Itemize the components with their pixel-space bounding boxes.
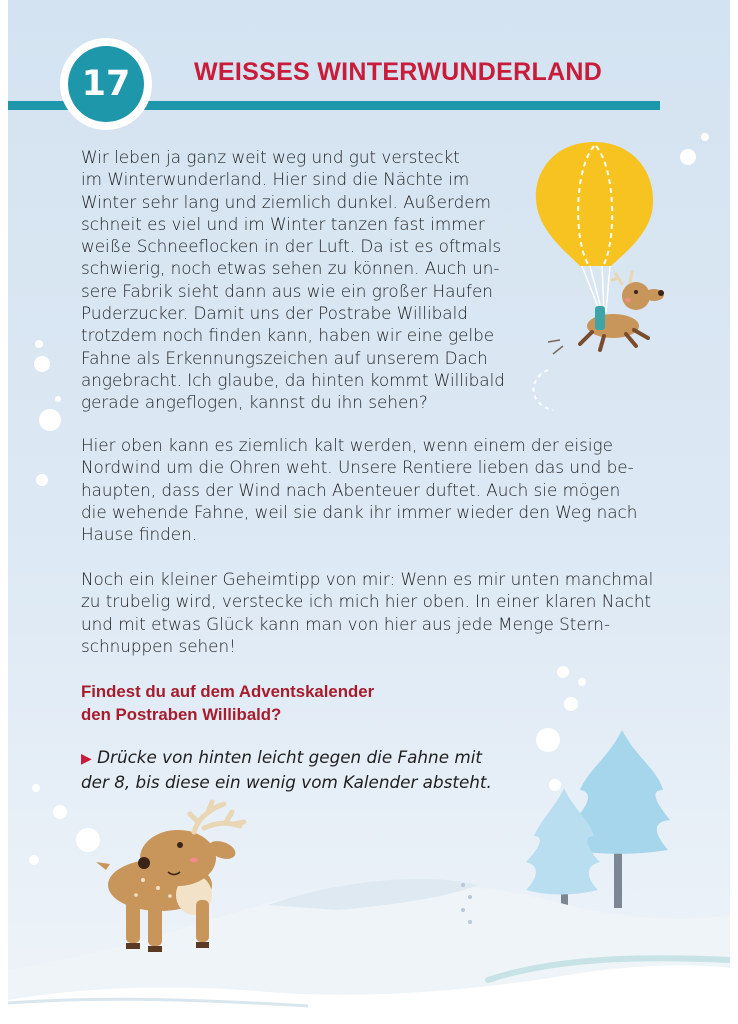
text-line: schneit es viel und im Winter tanzen fast immer: [81, 213, 485, 234]
text-line: schwierig, noch etwas sehen zu können. Auch un-: [81, 258, 500, 279]
winter-landscape-illustration: [8, 0, 730, 1024]
question-line: Findest du auf dem Adventskalender: [81, 682, 375, 701]
text-line: zu trubelig wird, verstecke ich mich hier oben. In einer klaren Nacht: [81, 591, 652, 612]
text-line: und mit etwas Glück kann man von hier aus jede Menge Stern-: [81, 613, 611, 634]
text-line: Hause finden.: [81, 524, 198, 545]
text-line: angebracht. Ich glaube, da hinten kommt Willibald: [81, 369, 505, 390]
text-line: Noch ein kleiner Geheimtipp von mir: Wenn es mir unten manchmal: [81, 569, 654, 589]
text-line: Wir leben ja ganz weit weg und gut versteckt: [81, 147, 460, 167]
text-line: gerade angeflogen, kannst du ihn sehen?: [81, 392, 428, 413]
instruction-text: Drücke von hinten leicht gegen die Fahne mit: [97, 747, 482, 767]
instruction-line: der 8, bis diese ein wenig vom Kalender absteht.: [81, 771, 492, 792]
text-line: Fahne als Erkennungszeichen auf unserem Dach: [81, 347, 488, 368]
text-line: sere Fabrik sieht dann aus wie ein großer Haufen: [81, 280, 493, 301]
text-line: Nordwind um die Ohren weht. Unsere Rentiere lieben das und be-: [81, 457, 634, 478]
text-line: weiße Schneeflocken in der Luft. Da ist es oftmals: [81, 236, 502, 257]
page: [8, 0, 730, 1024]
text-line: im Winterwunderland. Hier sind die Nächte im: [81, 169, 470, 190]
text-line: haupten, dass der Wind nach Abenteuer duftet. Auch sie mögen: [81, 479, 621, 500]
text-line: die wehende Fahne, weil sie dank ihr immer wieder den Weg nach: [81, 501, 638, 522]
day-number: 17: [68, 46, 144, 122]
text-line: Puderzucker. Damit uns der Postrabe Willibald: [81, 303, 468, 324]
text-line: schnuppen sehen!: [81, 635, 236, 656]
triangle-right-icon: ▶: [81, 751, 92, 767]
text-line: Winter sehr lang und ziemlich dunkel. Außerdem: [81, 191, 491, 212]
question-line: den Postraben Willibald?: [81, 704, 282, 724]
text-line: trotzdem noch finden kann, haben wir eine gelbe: [81, 325, 495, 346]
page-title: WEISSES WINTERWUNDERLAND: [194, 58, 603, 86]
text-line: Hier oben kann es ziemlich kalt werden, wenn einem der eisige: [81, 435, 613, 455]
